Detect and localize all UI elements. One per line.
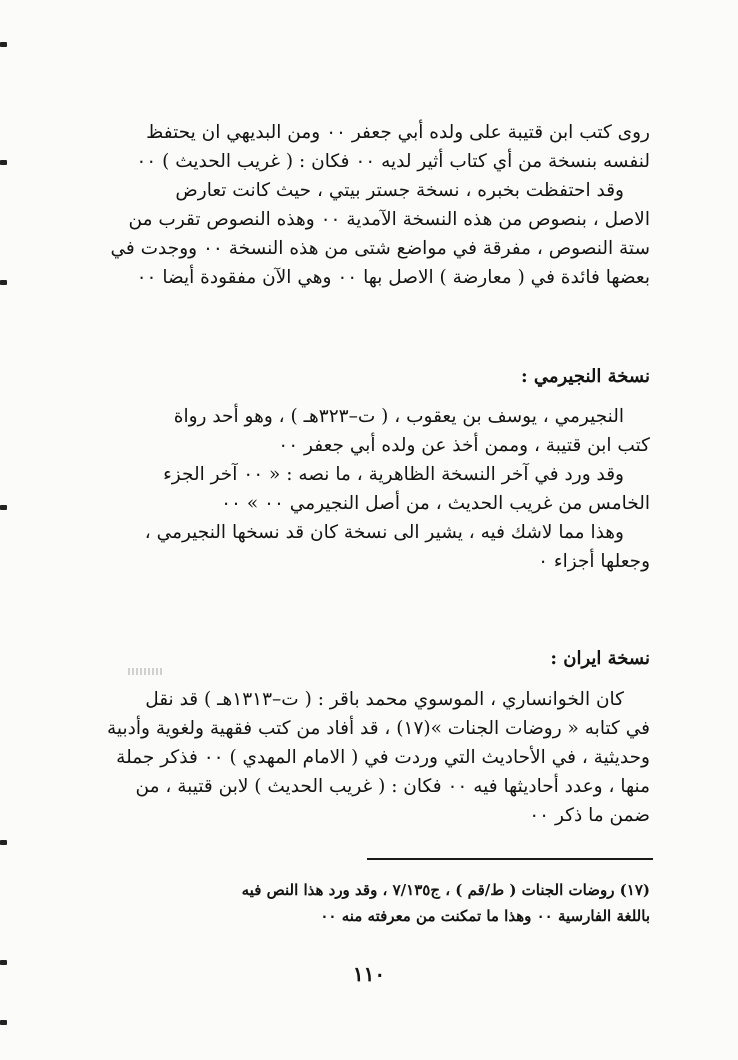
- text-line: وقد احتفظت بخبره ، نسخة جستر بيتي ، حيث كانت تعارض: [175, 180, 624, 201]
- binding-mark: [0, 840, 7, 845]
- text-line: وحديثية ، في الأحاديث التي وردت في ( الامام المهدي ) ٠٠ فذكر جملة: [116, 747, 650, 768]
- ink-smudge: [128, 668, 164, 675]
- text-line: وهذا مما لاشك فيه ، يشير الى نسخة كان قد نسخها النجيرمي ،: [144, 522, 624, 543]
- footnote-separator: [367, 858, 653, 860]
- section-heading-najirami: نسخة النجيرمي :: [520, 366, 650, 387]
- text-line: منها ، وعدد أحاديثها فيه ٠٠ فكان : ( غريب الحديث ) لابن قتيبة ، من: [135, 776, 650, 797]
- binding-mark: [0, 280, 7, 285]
- binding-mark: [0, 42, 7, 47]
- text-line: ضمن ما ذكر ٠٠: [529, 805, 650, 826]
- text-line: روى كتب ابن قتيبة على ولده أبي جعفر ٠٠ ومن البديهي ان يحتفظ: [146, 122, 650, 143]
- section-heading-iran: نسخة ايران :: [550, 648, 650, 669]
- binding-mark: [0, 505, 7, 510]
- text-line: في كتابه « روضات الجنات »(١٧) ، قد أفاد من كتب فقهية ولغوية وأدبية: [107, 718, 650, 739]
- text-line: كتب ابن قتيبة ، وممن أخذ عن ولده أبي جعفر ٠٠: [278, 435, 650, 456]
- text-line: وقد ورد في آخر النسخة الظاهرية ، ما نصه : « ٠٠ آخر الجزء: [163, 464, 624, 485]
- text-line: وجعلها أجزاء ٠: [538, 551, 650, 572]
- text-line: ستة النصوص ، مفرقة في مواضع شتى من هذه النسخة ٠٠ ووجدت في: [110, 238, 650, 259]
- text-line: لنفسه بنسخة من أي كتاب أثير لديه ٠٠ فكان : ( غريب الحديث ) ٠٠: [136, 151, 650, 172]
- page-number: ١١٠: [352, 962, 386, 986]
- binding-mark: [0, 160, 7, 165]
- text-line: كان الخوانساري ، الموسوي محمد باقر : ( ت–١٣١٣هـ ) قد نقل: [145, 689, 624, 710]
- text-line: الخامس من غريب الحديث ، من أصل النجيرمي ٠٠ » ٠٠: [221, 493, 650, 514]
- text-line: بعضها فائدة في ( معارضة ) الاصل بها ٠٠ وهي الآن مفقودة أيضا ٠٠: [136, 267, 650, 288]
- binding-mark: [0, 960, 7, 965]
- binding-mark: [0, 1020, 7, 1025]
- paragraph-1: [110, 118, 650, 292]
- text-line: النجيرمي ، يوسف بن يعقوب ، ( ت–٣٢٣هـ ) ، وهو أحد رواة: [173, 406, 624, 427]
- paragraph-2: [120, 402, 650, 576]
- text-line: الاصل ، بنصوص من هذه النسخة الآمدية ٠٠ وهذه النصوص تقرب من: [128, 209, 650, 230]
- paragraph-3: [107, 685, 650, 830]
- footnote-line: (١٧) روضات الجنات ( ط/قم ) ، ج٧/١٣٥ ، وقد ورد هذا النص فيه: [241, 881, 650, 899]
- footnote-line: باللغة الفارسية ٠٠ وهذا ما تمكنت من معرفته منه ٠٠: [320, 907, 650, 925]
- footnote: [116, 877, 650, 929]
